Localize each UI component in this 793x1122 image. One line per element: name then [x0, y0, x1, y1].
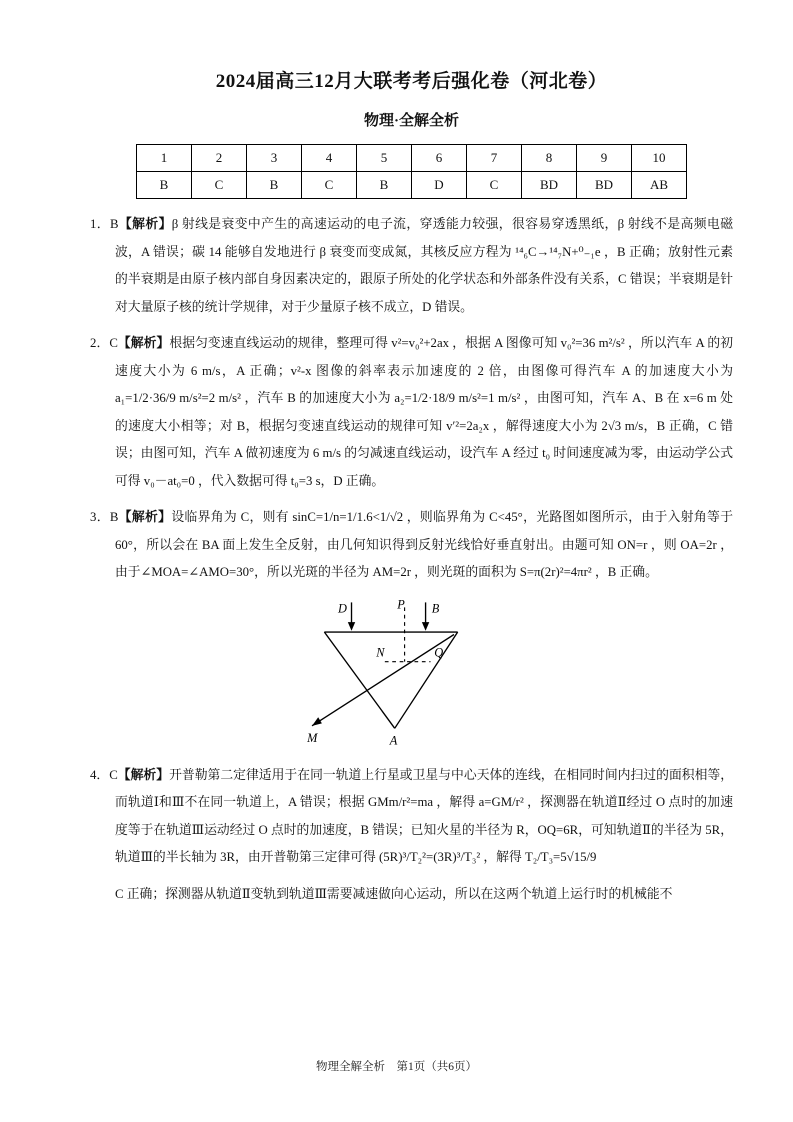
answer-cell: B	[137, 172, 192, 199]
question-2-solution	[90, 330, 733, 495]
question-3-solution	[90, 504, 733, 587]
question-1-text: β 射线是衰变中产生的高速运动的电子流，穿透能力较强，很容易穿透黑纸，β 射线不是高频电磁波，A 错误；碳 14 能够自发地进行 β 衰变而变成氮，其核反应方程为 ¹⁴₆C→¹⁴₇N+⁰₋₁e ，B 正确；放射性元素的半衰期是由原子核内部自身因素决定的，跟原子所处的化学状态和外部条件没有关系，C 错误；半衰期是针对大量原子核的统计学规律，对于少量原子核不成立，D 错误。	[115, 217, 734, 314]
answer-cell: C	[467, 172, 522, 199]
question-number-cell: 4	[302, 145, 357, 172]
point-label-Q: Q	[433, 645, 443, 660]
light-path-diagram	[307, 595, 517, 753]
question-4-solution-continued: C 正确；探测器从轨道Ⅱ变轨到轨道Ⅲ需要减速做向心运动，所以在这两个轨道上运行时的机械能不	[115, 886, 673, 901]
point-label-B: B	[431, 600, 439, 615]
question-number-cell: 10	[632, 145, 687, 172]
question-number-cell: 8	[522, 145, 577, 172]
question-4-text: 开普勒第二定律适用于在同一轨道上行星或卫星与中心天体的连线，在相同时间内扫过的面积相等，而轨道Ⅰ和Ⅲ不在同一轨道上，A 错误；根据 GMm/r²=ma ，解得 a=GM/r² ，探测器在轨道Ⅱ经过 O 点时的加速度等于在轨道Ⅲ运动经过 O 点时的加速度，B 错误；已知火星的半径为 R，OQ=6R，可知轨道Ⅱ的半径为 5R，轨道Ⅲ的半长轴为 3R，由开普勒第三定律可得 (5R)³/T₂²=(3R)³/T₃² ，解得 T₂/T₃=5√15/9	[115, 767, 734, 864]
answer-cell: BD	[522, 172, 577, 199]
page-footer: 物理全解全析 第1页（共6页）	[316, 1061, 477, 1073]
question-1-solution	[90, 211, 733, 321]
analysis-tag: 【解析】	[118, 510, 172, 524]
question-3-number-answer: 3．B	[90, 510, 119, 524]
question-3-text: 设临界角为 C，则有 sinC=1/n=1/1.6<1/√2 ，则临界角为 C<45°，光路图如图所示，由于入射角等于60°，所以会在 BA 面上发生全反射，由几何知识得到反射光线恰好垂直射出。由题可知 ON=r ，则 OA=2r ，由于∠MOA=∠AMO=30°，所以光斑的半径为 AM=2r ，则光斑的面积为 S=π(2r)²=4πr² ，B 正确。	[115, 510, 733, 579]
incident-ray-arrows	[347, 602, 428, 630]
answer-cell: B	[357, 172, 412, 199]
question-4-number-answer: 4．C	[90, 767, 118, 782]
question-4-solution	[90, 762, 733, 872]
question-3-figure	[90, 595, 733, 753]
answer-cell: D	[412, 172, 467, 199]
question-number-cell: 7	[467, 145, 522, 172]
question-number-cell: 2	[192, 145, 247, 172]
question-number-row	[137, 145, 687, 172]
question-number-cell: 9	[577, 145, 632, 172]
page-subtitle: 物理·全解全析	[363, 113, 459, 129]
question-number-cell: 5	[357, 145, 412, 172]
question-number-cell: 1	[137, 145, 192, 172]
answer-cell: BD	[577, 172, 632, 199]
question-1-number-answer: 1．B	[90, 217, 119, 231]
point-label-D: D	[337, 600, 347, 615]
answer-row	[137, 172, 687, 199]
analysis-tag: 【解析】	[117, 767, 170, 782]
answer-cell: AB	[632, 172, 687, 199]
question-number-cell: 6	[412, 145, 467, 172]
answer-cell: B	[247, 172, 302, 199]
page-title: 2024届高三12月大联考考后强化卷（河北卷）	[215, 71, 608, 92]
analysis-tag: 【解析】	[118, 217, 172, 231]
point-label-A: A	[389, 732, 397, 747]
question-2-text: 根据匀变速直线运动的规律，整理可得 v²=v₀²+2ax ，根据 A 图像可知 v₀²=36 m²/s² ，所以汽车 A 的初速度大小为 6 m/s，A 正确；v²-x 图像的斜率表示加速度的 2 倍，由图像可得汽车 A 的加速度大小为 a₁=1/2·36/9 m/s²=2 m/s² ，汽车 B 的加速度大小为 a₂=1/2·18/9 m/s²=1 m/s² ，由图可知，汽车 A、B 在 x=6 m 处的速度大小相等；对 B，根据匀变速直线运动的规律可知 v′²=2a₂x ，解得速度大小为 2√3 m/s，B 正确，C 错误；由图可知，汽车 A 做初速度为 6 m/s 的匀减速直线运动，设汽车 A 经过 t₀ 时间速度减为零，由运动学公式可得 v₀－at₀=0 ，代入数据可得 t₀=3 s，D 正确。	[115, 336, 733, 488]
answer-key-table	[136, 144, 687, 199]
question-number-cell: 3	[247, 145, 302, 172]
point-label-N: N	[375, 645, 384, 660]
answer-cell: C	[192, 172, 247, 199]
analysis-tag: 【解析】	[117, 336, 170, 350]
point-label-P: P	[396, 597, 405, 612]
question-2-number-answer: 2．C	[90, 336, 118, 350]
point-label-M: M	[306, 730, 317, 745]
answer-cell: C	[302, 172, 357, 199]
